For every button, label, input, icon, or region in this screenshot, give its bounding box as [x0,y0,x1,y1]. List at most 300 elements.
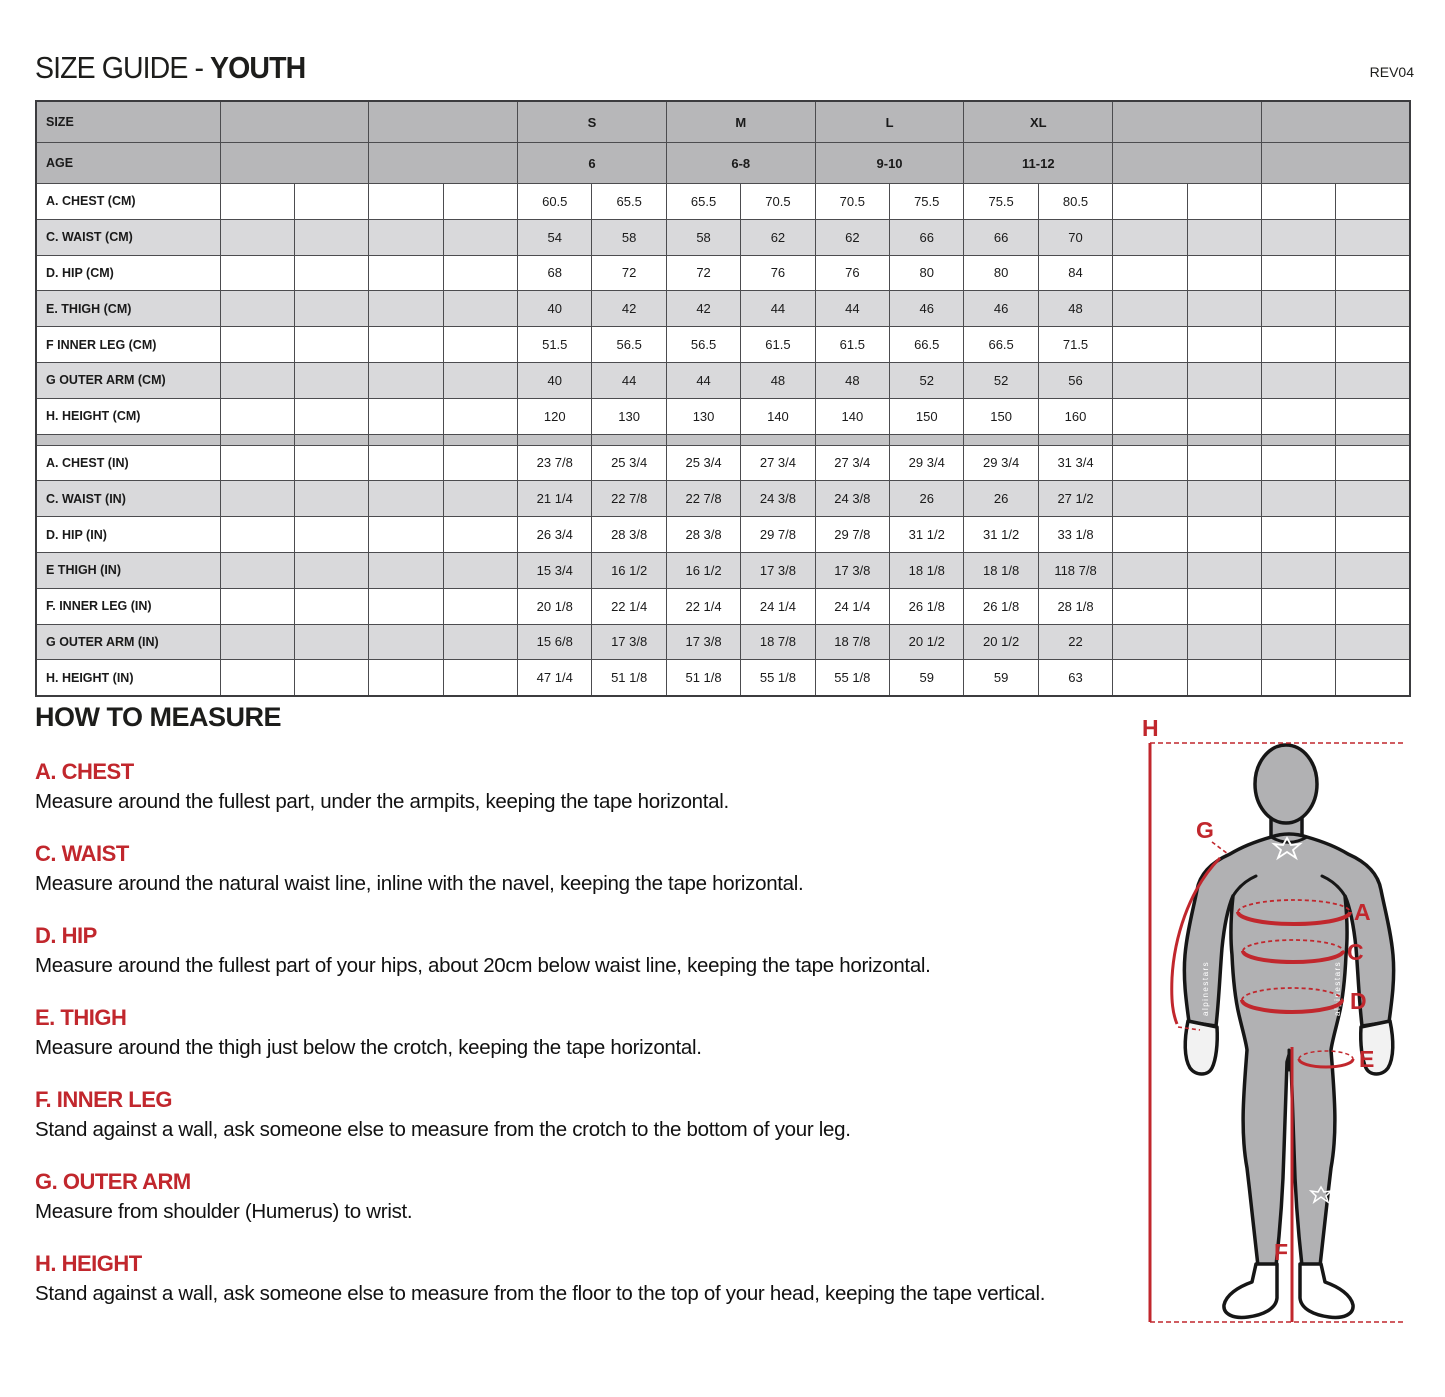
table-cell [220,588,294,624]
table-cell: 46 [964,291,1038,327]
table-cell [1113,624,1187,660]
table-cell [1113,291,1187,327]
table-cell: 28 1/8 [1038,588,1112,624]
table-cell: 140 [815,398,889,434]
table-cell [1113,362,1187,398]
table-cell [1113,481,1187,517]
table-cell [443,660,517,696]
table-cell: 26 1/8 [964,588,1038,624]
table-cell [1113,552,1187,588]
outer-arm-dash-top [1212,842,1228,854]
table-cell: 40 [518,291,592,327]
table-cell: 24 1/4 [741,588,815,624]
table-cell: 25 3/4 [592,445,666,481]
row-label-cell: G OUTER ARM (CM) [36,362,220,398]
table-cell: 72 [666,255,740,291]
table-cell [1187,255,1261,291]
table-row-cm [36,219,1410,255]
table-cell [294,481,368,517]
table-cell [1187,481,1261,517]
table-cell: 16 1/2 [592,552,666,588]
table-cell [443,291,517,327]
table-cell [1038,434,1112,445]
table-cell [1187,184,1261,220]
table-cell [1336,517,1410,553]
table-cell [1336,588,1410,624]
table-cell: S [518,101,667,143]
table-cell [369,184,443,220]
table-cell [369,219,443,255]
table-cell: 26 [890,481,964,517]
table-cell: 40 [518,362,592,398]
table-cell [1113,398,1187,434]
body-silhouette [1184,745,1393,1317]
table-cell [1113,588,1187,624]
table-cell [1187,398,1261,434]
table-cell: 42 [592,291,666,327]
table-cell: 9-10 [815,143,964,184]
table-cell: 29 3/4 [964,445,1038,481]
table-cell [369,624,443,660]
table-cell: 76 [741,255,815,291]
row-label-cell: C. WAIST (CM) [36,219,220,255]
table-cell: 17 3/8 [815,552,889,588]
table-cell: 55 1/8 [741,660,815,696]
table-cell: 76 [815,255,889,291]
table-cell: 80 [890,255,964,291]
table-cell: 18 7/8 [815,624,889,660]
table-cell: 120 [518,398,592,434]
table-cell [1262,434,1336,445]
row-label-cell: G OUTER ARM (IN) [36,624,220,660]
table-cell [1336,481,1410,517]
table-cell [1262,552,1336,588]
row-label-cell: C. WAIST (IN) [36,481,220,517]
table-cell: 130 [666,398,740,434]
row-label-cell: H. HEIGHT (IN) [36,660,220,696]
table-cell [369,143,518,184]
table-cell: 70 [1038,219,1112,255]
measure-item-heading: H. HEIGHT [35,1251,142,1276]
table-cell: 52 [890,362,964,398]
table-cell [1262,624,1336,660]
table-cell [1336,660,1410,696]
table-cell [1336,291,1410,327]
table-cell: 65.5 [666,184,740,220]
table-cell [1262,445,1336,481]
measure-item-text: Measure around the thigh just below the crotch, keeping the tape horizontal. [35,1036,702,1059]
table-cell [592,434,666,445]
row-label-cell: E. THIGH (CM) [36,291,220,327]
table-cell [1187,517,1261,553]
table-cell: 58 [592,219,666,255]
table-cell [443,445,517,481]
measure-item-text: Measure around the fullest part, under the armpits, keeping the tape horizontal. [35,790,729,813]
table-cell [1262,481,1336,517]
how-to-measure-section [35,702,1115,1307]
table-cell [294,398,368,434]
table-cell: 58 [666,219,740,255]
table-cell: 18 1/8 [890,552,964,588]
table-cell [294,660,368,696]
table-cell [1262,291,1336,327]
table-cell: 24 3/8 [815,481,889,517]
table-cell: 11-12 [964,143,1113,184]
table-cell [1113,143,1262,184]
table-cell: 44 [815,291,889,327]
table-cell: 75.5 [890,184,964,220]
table-cell: L [815,101,964,143]
label-H: H [1142,715,1159,741]
page-title-prefix: SIZE GUIDE - [35,50,211,85]
table-cell [1187,327,1261,363]
table-cell: 66.5 [964,327,1038,363]
table-cell: 56.5 [666,327,740,363]
table-cell [294,588,368,624]
table-cell: 56 [1038,362,1112,398]
table-cell: 61.5 [741,327,815,363]
table-cell [443,624,517,660]
table-cell [443,517,517,553]
table-row-cm [36,255,1410,291]
table-cell [518,434,592,445]
table-cell: 68 [518,255,592,291]
table-cell [1262,588,1336,624]
table-cell [220,481,294,517]
table-cell: 22 7/8 [592,481,666,517]
table-row-cm [36,398,1410,434]
label-D: D [1350,988,1367,1014]
table-cell: 51 1/8 [666,660,740,696]
table-cell [1336,398,1410,434]
table-cell: 160 [1038,398,1112,434]
table-cell [369,362,443,398]
table-cell [220,219,294,255]
table-cell [666,434,740,445]
table-cell: 25 3/4 [666,445,740,481]
table-cell: 18 7/8 [741,624,815,660]
table-cell: 62 [741,219,815,255]
table-cell: 150 [890,398,964,434]
table-cell: 70.5 [815,184,889,220]
row-label-cell: F. INNER LEG (IN) [36,588,220,624]
table-cell: 28 3/8 [666,517,740,553]
measure-item-text: Measure around the natural waist line, inline with the navel, keeping the tape horizontal. [35,872,804,895]
table-cell: 26 3/4 [518,517,592,553]
measure-item-heading: D. HIP [35,923,97,948]
table-row-in [36,481,1410,517]
table-cell: 26 [964,481,1038,517]
table-cell: 15 6/8 [518,624,592,660]
table-cell [1113,184,1187,220]
table-cell [964,434,1038,445]
table-cell: 22 7/8 [666,481,740,517]
table-cell: 54 [518,219,592,255]
table-cell: 80 [964,255,1038,291]
table-cell: 59 [890,660,964,696]
table-cell [36,434,220,445]
table-row-cm [36,327,1410,363]
table-cell [1187,445,1261,481]
measurement-figure [1140,710,1445,1397]
table-cell [1187,362,1261,398]
table-cell [1113,434,1187,445]
measure-item-text: Stand against a wall, ask someone else to measure from the floor to the top of your head, keeping the tape vertical. [35,1282,1046,1305]
table-row-in [36,445,1410,481]
table-cell [220,143,369,184]
table-cell [443,588,517,624]
measure-item-heading: F. INNER LEG [35,1087,173,1112]
table-cell: 118 7/8 [1038,552,1112,588]
table-cell: 17 3/8 [592,624,666,660]
table-cell [1262,184,1336,220]
table-cell: 33 1/8 [1038,517,1112,553]
table-cell: 48 [1038,291,1112,327]
table-cell [1113,445,1187,481]
table-cell [1336,327,1410,363]
table-cell: 28 3/8 [592,517,666,553]
table-cell [369,255,443,291]
table-cell: 16 1/2 [666,552,740,588]
row-label-cell: F INNER LEG (CM) [36,327,220,363]
table-row-in [36,588,1410,624]
table-cell: 31 1/2 [964,517,1038,553]
table-cell [443,362,517,398]
table-cell: 27 3/4 [815,445,889,481]
table-cell: 150 [964,398,1038,434]
table-cell [220,624,294,660]
measure-item-heading: A. CHEST [35,759,134,784]
table-cell [369,517,443,553]
table-cell [1262,517,1336,553]
table-cell [1262,255,1336,291]
table-cell [220,398,294,434]
table-cell [1113,517,1187,553]
table-cell: 140 [741,398,815,434]
measure-item-heading: E. THIGH [35,1005,127,1030]
table-cell [294,624,368,660]
table-cell: 42 [666,291,740,327]
table-cell [220,327,294,363]
table-cell [443,255,517,291]
row-label-cell: D. HIP (IN) [36,517,220,553]
table-cell: 20 1/2 [890,624,964,660]
table-cell [1187,434,1261,445]
table-cell: 63 [1038,660,1112,696]
table-row-cm [36,184,1410,220]
size-header-row [36,101,1410,143]
table-cell [220,291,294,327]
table-cell [1113,327,1187,363]
table-cell: 66 [964,219,1038,255]
table-row-in [36,517,1410,553]
table-cell: 44 [592,362,666,398]
table-cell: 56.5 [592,327,666,363]
table-cell [1336,624,1410,660]
table-cell [1187,624,1261,660]
table-cell: 84 [1038,255,1112,291]
table-cell [369,327,443,363]
label-G: G [1196,817,1214,843]
table-cell: 48 [741,362,815,398]
table-cell [369,101,518,143]
table-cell: 18 1/8 [964,552,1038,588]
table-row-in [36,552,1410,588]
table-cell [294,445,368,481]
table-cell: 66.5 [890,327,964,363]
table-cell [443,481,517,517]
table-cell: 72 [592,255,666,291]
table-cell [220,101,369,143]
how-to-measure-title: HOW TO MEASURE [35,702,282,732]
table-cell: 15 3/4 [518,552,592,588]
table-cell [443,219,517,255]
table-cell: 59 [964,660,1038,696]
table-cell: 55 1/8 [815,660,889,696]
table-cell: 17 3/8 [666,624,740,660]
table-cell: 21 1/4 [518,481,592,517]
table-cell: 27 3/4 [741,445,815,481]
table-cell [815,434,889,445]
head [1255,745,1317,823]
table-cell: 20 1/8 [518,588,592,624]
table-cell [220,445,294,481]
row-label-cell: A. CHEST (CM) [36,184,220,220]
table-cell [1113,255,1187,291]
table-cell [1187,291,1261,327]
label-E: E [1359,1046,1375,1072]
table-cell [369,434,443,445]
table-cell: 22 1/4 [592,588,666,624]
right-foot [1300,1264,1353,1317]
table-cell [369,445,443,481]
table-cell: 31 3/4 [1038,445,1112,481]
table-cell: 44 [741,291,815,327]
measure-instructions-list [35,759,1115,1307]
revision-label: REV04 [1369,64,1414,80]
measure-item-heading: C. WAIST [35,841,129,866]
table-cell [1113,660,1187,696]
table-cell [294,517,368,553]
table-cell: 22 1/4 [666,588,740,624]
table-cell [1262,219,1336,255]
table-cell [220,184,294,220]
table-cell [1336,255,1410,291]
body-diagram [1140,710,1445,1397]
table-cell: 60.5 [518,184,592,220]
row-label-cell: SIZE [36,101,220,143]
table-cell: 24 1/4 [815,588,889,624]
table-cell [220,660,294,696]
row-label-cell: D. HIP (CM) [36,255,220,291]
table-cell [1336,184,1410,220]
table-cell: 29 3/4 [890,445,964,481]
table-cell [220,517,294,553]
table-cell: 51.5 [518,327,592,363]
table-cell: 31 1/2 [890,517,964,553]
table-cell: 70.5 [741,184,815,220]
row-label-cell: AGE [36,143,220,184]
table-cell [1336,434,1410,445]
left-hand [1185,1021,1217,1074]
table-cell [220,552,294,588]
table-cell [294,255,368,291]
table-cell: 65.5 [592,184,666,220]
table-cell: 47 1/4 [518,660,592,696]
table-cell: 80.5 [1038,184,1112,220]
table-cell [369,552,443,588]
table-cell [1262,101,1411,143]
table-cell: 6-8 [666,143,815,184]
table-cell: 23 7/8 [518,445,592,481]
table-cell: 75.5 [964,184,1038,220]
table-cell [369,481,443,517]
page-title-category: YOUTH [210,50,306,85]
table-row-in [36,660,1410,696]
table-cell: 29 7/8 [815,517,889,553]
table-cell: 71.5 [1038,327,1112,363]
table-cell: 46 [890,291,964,327]
table-cell: 26 1/8 [890,588,964,624]
table-cell: 29 7/8 [741,517,815,553]
table-cell [1262,398,1336,434]
table-cell [294,552,368,588]
table-cell [1336,219,1410,255]
table-cell [443,434,517,445]
table-cell [1336,445,1410,481]
table-cell [1187,660,1261,696]
row-label-cell: H. HEIGHT (CM) [36,398,220,434]
table-cell: 61.5 [815,327,889,363]
table-cell: 44 [666,362,740,398]
table-cell [1262,660,1336,696]
table-cell [1113,101,1262,143]
table-cell [443,398,517,434]
table-cell: 27 1/2 [1038,481,1112,517]
arm-text-left: alpinestars [1201,960,1210,1016]
table-cell [741,434,815,445]
table-cell: M [666,101,815,143]
row-label-cell: A. CHEST (IN) [36,445,220,481]
table-cell [369,660,443,696]
table-cell [220,434,294,445]
measure-item-text: Measure around the fullest part of your hips, about 20cm below waist line, keeping the tape horizontal. [35,954,931,977]
table-cell [890,434,964,445]
table-cell [294,219,368,255]
table-cell: 6 [518,143,667,184]
table-cell: XL [964,101,1113,143]
table-cell: 24 3/8 [741,481,815,517]
table-cell: 17 3/8 [741,552,815,588]
table-cell [443,552,517,588]
size-guide-table [35,100,1411,697]
table-cell [220,362,294,398]
label-F: F [1273,1239,1288,1265]
table-cell [294,327,368,363]
table-cell [369,588,443,624]
table-cell [220,255,294,291]
table-cell [443,184,517,220]
label-C: C [1347,939,1364,965]
table-cell [1187,588,1261,624]
table-cell: 130 [592,398,666,434]
arm-text-right: alpinestars [1333,960,1342,1016]
table-cell [1262,327,1336,363]
table-cell [1187,552,1261,588]
measure-item-text: Stand against a wall, ask someone else to measure from the crotch to the bottom of your leg. [35,1118,851,1141]
table-cell: 62 [815,219,889,255]
table-cell [369,291,443,327]
